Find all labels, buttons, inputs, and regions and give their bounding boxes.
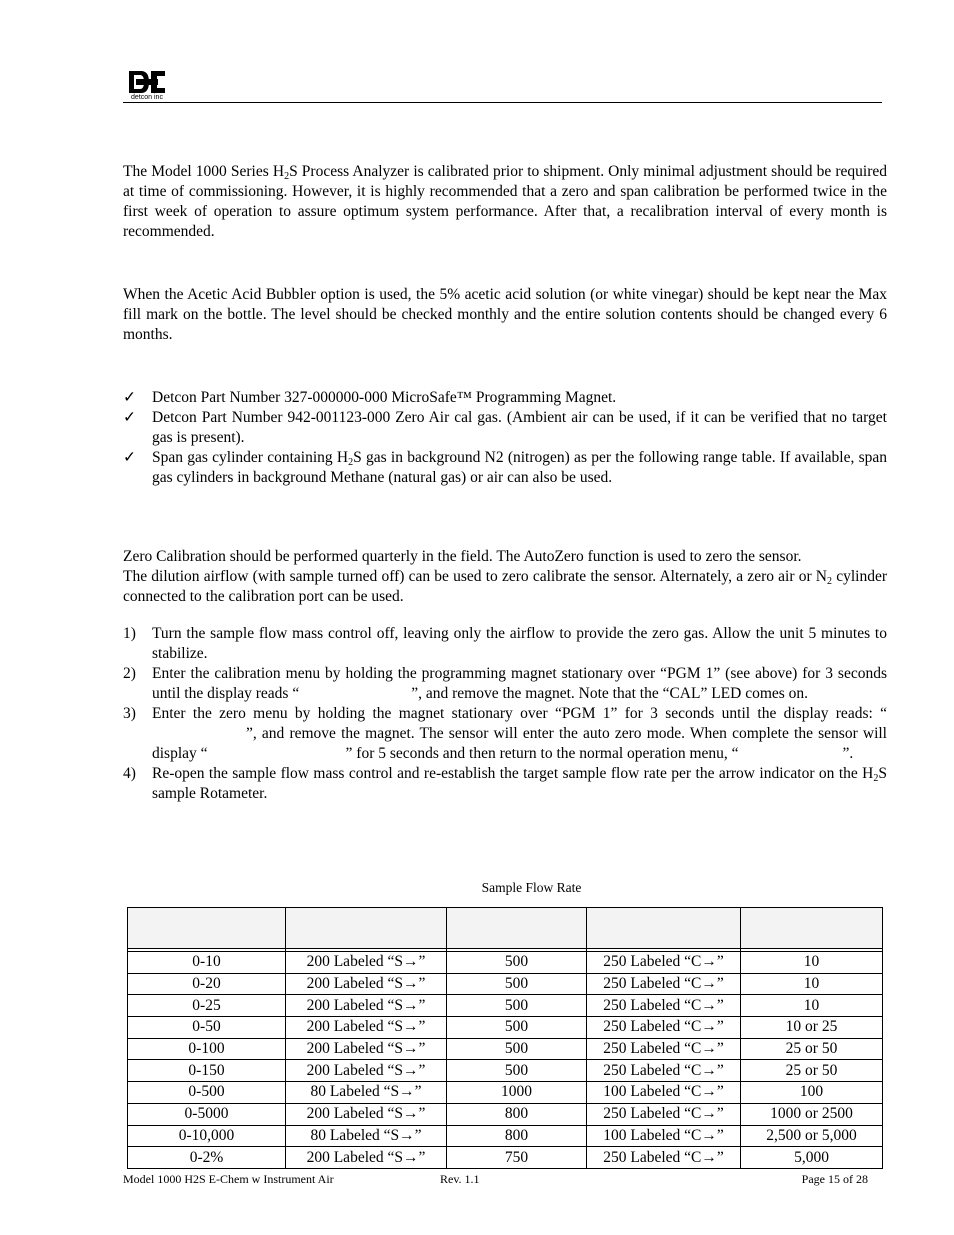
- step-item: [123, 764, 887, 804]
- subscript: 2: [827, 576, 833, 587]
- list-item: [123, 408, 887, 448]
- table-cell: 0-10,000: [128, 1125, 286, 1147]
- subscript: 2: [348, 457, 354, 468]
- table-cell: 250 Labeled “C→”: [587, 1147, 741, 1169]
- check-icon: ✓: [123, 409, 136, 426]
- step-item: [123, 664, 887, 704]
- step-text: ”, and remove the magnet. Note that the “CAL” LED comes on.: [411, 685, 809, 702]
- table-cell: 2,500 or 5,000: [741, 1125, 883, 1147]
- table-cell: 100 Labeled “C→”: [587, 1082, 741, 1104]
- table-cell: 200 Labeled “S→”: [286, 952, 447, 974]
- zero-cal-line1: Zero Calibration should be performed quarterly in the field. The AutoZero function is used to zero the sensor.: [123, 548, 802, 565]
- table-cell: 200 Labeled “S→”: [286, 1103, 447, 1125]
- item-text: S gas in background N2 (nitrogen) as per the following range table. If available, span gas cylinders in background Methane (natural gas) or air can also be used.: [152, 449, 887, 486]
- text-run: cylinder connected to the calibration port can be used.: [123, 568, 887, 605]
- item-text: Span gas cylinder containing H: [152, 449, 349, 466]
- step-text: Turn the sample flow mass control off, leaving only the airflow to provide the zero gas. Allow the unit 5 minutes to stabilize.: [152, 625, 887, 662]
- header-cell: [286, 908, 447, 949]
- table-cell: 500: [447, 995, 587, 1017]
- step-text: Enter the calibration menu by holding the programming magnet stationary over “PGM 1” (see above) for 3 seconds until the display reads “: [152, 665, 887, 702]
- step-text: ” for 5 seconds and then return to the normal operation menu, “: [345, 745, 739, 762]
- table-cell: 200 Labeled “S→”: [286, 1147, 447, 1169]
- list-item: [123, 388, 887, 408]
- list-item: [123, 448, 887, 488]
- table-cell: 500: [447, 1038, 587, 1060]
- header-cell: [741, 908, 883, 949]
- table-cell: 200 Labeled “S→”: [286, 1060, 447, 1082]
- header-cell: [447, 908, 587, 949]
- table-cell: 0-50: [128, 1017, 286, 1039]
- calibration-intro-paragraph: [123, 162, 887, 242]
- step-text: ”, and remove the magnet. The sensor will enter the auto zero mode. When complete the sensor will display “: [152, 725, 887, 762]
- step-text: Enter the zero menu by holding the magnet stationary over “PGM 1” for 3 seconds until the display reads: “: [152, 705, 887, 722]
- check-icon: ✓: [123, 449, 136, 466]
- table-cell: 800: [447, 1125, 587, 1147]
- table-row: [128, 1038, 883, 1060]
- table-row: [128, 1103, 883, 1125]
- table-cell: 250 Labeled “C→”: [587, 973, 741, 995]
- table-body: [128, 908, 883, 1169]
- table-cell: 200 Labeled “S→”: [286, 1017, 447, 1039]
- table-cell: 100 Labeled “C→”: [587, 1125, 741, 1147]
- table-row: [128, 952, 883, 974]
- zero-calibration-paragraph: [123, 547, 887, 607]
- table-cell: 250 Labeled “C→”: [587, 995, 741, 1017]
- header-cell: [128, 908, 286, 949]
- table-cell: 200 Labeled “S→”: [286, 973, 447, 995]
- equipment-list: [123, 388, 887, 488]
- table-cell: 200 Labeled “S→”: [286, 1038, 447, 1060]
- bubbler-text: When the Acetic Acid Bubbler option is used, the 5% acetic acid solution (or white vinegar) should be kept near the Max fill mark on the bottle. The level should be checked monthly and the entire solution contents should be changed every 6 months.: [123, 286, 887, 343]
- table-cell: 80 Labeled “S→”: [286, 1082, 447, 1104]
- text-run: S Process Analyzer is calibrated prior to shipment. Only minimal adjustment should be required at time of commissioning. However, it is highly recommended that a zero and span calibration be performed twice in the first week of operation to assure optimum system performance. After that, a recalibration interval of every month is recommended.: [123, 163, 888, 240]
- table-cell: 500: [447, 973, 587, 995]
- subscript: 2: [873, 773, 879, 784]
- table-cell: 0-25: [128, 995, 286, 1017]
- table-cell: 800: [447, 1103, 587, 1125]
- table-cell: 0-2%: [128, 1147, 286, 1169]
- table-cell: 500: [447, 1017, 587, 1039]
- table-cell: 250 Labeled “C→”: [587, 1038, 741, 1060]
- table-cell: 0-10: [128, 952, 286, 974]
- footer-page-number: Page 15 of 28: [801, 1172, 868, 1186]
- text-run: The Model 1000 Series H: [123, 163, 285, 180]
- table-row: [128, 1125, 883, 1147]
- table-cell: 250 Labeled “C→”: [587, 1017, 741, 1039]
- table-header-row: [128, 908, 883, 949]
- table-cell: 0-500: [128, 1082, 286, 1104]
- table-cell: 200 Labeled “S→”: [286, 995, 447, 1017]
- table-cell: 0-150: [128, 1060, 286, 1082]
- step-number: 4): [123, 765, 136, 782]
- table-row: [128, 1147, 883, 1169]
- table-cell: 10 or 25: [741, 1017, 883, 1039]
- step-text: Re-open the sample flow mass control and re-establish the target sample flow rate per the arrow indicator on the H: [152, 765, 874, 782]
- table-cell: 250 Labeled “C→”: [587, 1103, 741, 1125]
- header-cell: [587, 908, 741, 949]
- step-item: [123, 704, 887, 764]
- table-cell: 10: [741, 973, 883, 995]
- header-rule: [123, 102, 882, 103]
- table-cell: 500: [447, 1060, 587, 1082]
- table-row: [128, 995, 883, 1017]
- table-row: [128, 1082, 883, 1104]
- table-cell: 250 Labeled “C→”: [587, 952, 741, 974]
- sample-flow-rate-table: [127, 907, 883, 1169]
- table-row: [128, 1060, 883, 1082]
- table-cell: 750: [447, 1147, 587, 1169]
- table-cell: 1000: [447, 1082, 587, 1104]
- step-text: ”.: [842, 745, 854, 762]
- table-cell: 0-5000: [128, 1103, 286, 1125]
- detcon-logo: [123, 70, 171, 104]
- table-cell: 5,000: [741, 1147, 883, 1169]
- table-cell: 250 Labeled “C→”: [587, 1060, 741, 1082]
- table-cell: 0-100: [128, 1038, 286, 1060]
- step-item: [123, 624, 887, 664]
- bubbler-paragraph: [123, 285, 887, 345]
- footer-revision: Rev. 1.1: [440, 1172, 480, 1186]
- footer-document-title: Model 1000 H2S E-Chem w Instrument Air: [123, 1172, 334, 1186]
- step-number: 3): [123, 705, 136, 722]
- item-text: Detcon Part Number 942-001123-000 Zero Air cal gas. (Ambient air can be used, if it can be verified that no target gas is present).: [152, 409, 887, 446]
- table-cell: 25 or 50: [741, 1060, 883, 1082]
- table-cell: 80 Labeled “S→”: [286, 1125, 447, 1147]
- item-text: Detcon Part Number 327-000000-000 MicroSafe™ Programming Magnet.: [152, 389, 617, 406]
- logo-text: detcon inc: [131, 94, 163, 101]
- step-number: 1): [123, 625, 136, 642]
- table-caption: Sample Flow Rate: [481, 880, 582, 895]
- text-run: The dilution airflow (with sample turned off) can be used to zero calibrate the sensor. Alternately, a zero air or N: [123, 568, 828, 585]
- table-cell: 0-20: [128, 973, 286, 995]
- table-cell: 1000 or 2500: [741, 1103, 883, 1125]
- step-text: S sample Rotameter.: [152, 765, 887, 802]
- table-cell: 100: [741, 1082, 883, 1104]
- table-cell: 500: [447, 952, 587, 974]
- table-cell: 25 or 50: [741, 1038, 883, 1060]
- table-cell: 10: [741, 952, 883, 974]
- zero-calibration-steps: [123, 624, 887, 804]
- table-row: [128, 1017, 883, 1039]
- subscript: 2: [284, 171, 290, 182]
- table-cell: 10: [741, 995, 883, 1017]
- detcon-logo-icon: [127, 70, 167, 94]
- check-icon: ✓: [123, 389, 136, 406]
- table-row: [128, 973, 883, 995]
- step-number: 2): [123, 665, 136, 682]
